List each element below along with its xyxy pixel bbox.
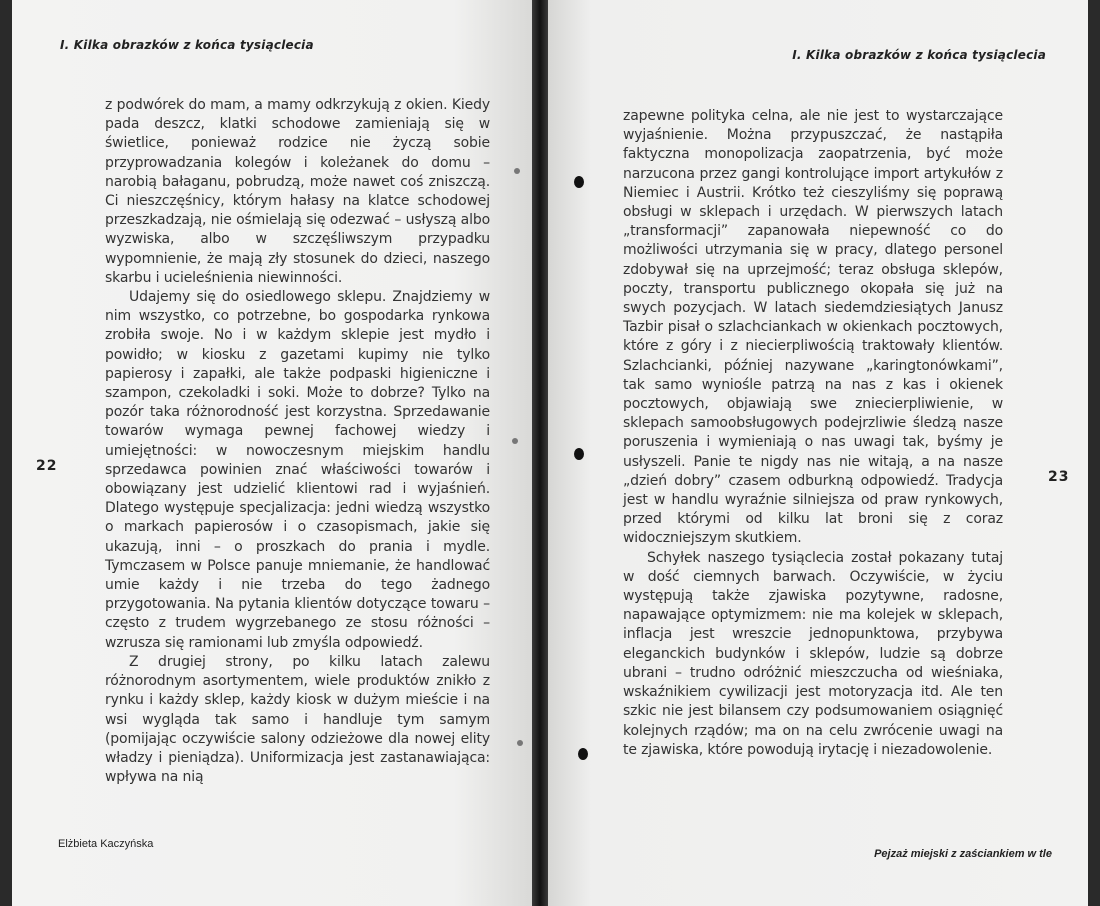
punch-mark <box>512 438 518 444</box>
footer-right: Pejzaż miejski z zaściankiem w tle <box>874 848 1052 860</box>
body-text-right <box>623 107 1003 760</box>
book-gutter <box>532 0 548 906</box>
page-number-right: 23 <box>1048 469 1070 485</box>
punch-hole <box>574 448 584 460</box>
paragraph: Z drugiej strony, po kilku latach zalewu różnorodnym asortymentem, wiele produktów znikło z rynku i każdy sklep, każdy kiosk w dużym mieście i na wsi wygląda tak samo i handluje tym samym (pomijając oczywiście salony odzieżowe dla nowej elity władzy i pieniądza). Uniformizacja jest zastanawiająca: wpływa na nią <box>105 653 490 786</box>
right-page <box>548 0 1088 906</box>
left-page <box>12 0 532 906</box>
running-head-right: I. Kilka obrazków z końca tysiąclecia <box>792 48 1046 62</box>
footer-left: Elżbieta Kaczyńska <box>58 838 154 850</box>
paragraph: z podwórek do mam, a mamy odkrzykują z okien. Kiedy pada deszcz, klatki schodowe zamieniają się w świetlice, ponieważ rodzice nie życzą sobie przyprowadzania kolegów i koleżanek do domu – narobią bałaganu, pobrudzą, może nawet coś zniszczą. Ci nieszczęśnicy, którym hałasy na klatce schodowej przeszkadzają, nie ośmielają się odezwać – usłyszą albo wyzwiska, albo w szczęśliwszym przypadku wypomnienie, że mają zły stosunek do dzieci, naszego skarbu i ucieleśnienia niewinności. <box>105 97 490 286</box>
punch-hole <box>574 176 584 188</box>
punch-mark <box>514 168 520 174</box>
paragraph: Schyłek naszego tysiąclecia został pokazany tutaj w dość ciemnych barwach. Oczywiście, w życiu występują także zjawiska pozytywne, radosne, napawające optymizmem: nie ma kolejek w sklepach, inflacja jest wreszcie jednopunktowa, przybywa eleganckich budynków i sklepów, ludzie są dobrze ubrani – trudno odróżnić mieszczucha od wieśniaka, wskaźnikiem cywilizacji jest motoryzacja itd. Ale ten szkic nie jest bilansem czy podsumowaniem osiągnięć kolejnych rządów; ma on na celu zwrócenie uwagi na te zjawiska, które powodują irytację i niezadowolenie. <box>623 549 1003 758</box>
running-head-left: I. Kilka obrazków z końca tysiąclecia <box>60 38 314 52</box>
paragraph: Udajemy się do osiedlowego sklepu. Znajdziemy w nim wszystko, co potrzebne, bo gospodarka rynkowa zrobiła swoje. No i w każdym sklepie jest mydło i powidło; w kiosku z gazetami kupimy nie tylko papierosy i zapałki, ale także podpaski higieniczne i szampon, czekoladki i soki. Może to dobrze? Tylko na pozór taka różnorodność jest korzystna. Sprzedawanie towarów wymaga pewnej fachowej wiedzy i umiejętności: w nowoczesnym miejskim handlu sprzedawca powinien znać właściwości towarów i obowiązany jest udzielić klientowi rad i wyjaśnień. Dlatego występuje specjalizacja: jedni wiedzą wszystko o markach papierosów i o czasopismach, jakie się ukazują, inni – o proszkach do prania i mydle. Tymczasem w Polsce panuje mniemanie, że handlować umie każdy i nie trzeba do tego żadnego przygotowania. Na pytania klientów dotyczące towaru – często z trudem wygrzebanego ze stosu różności – wzrusza się ramionami lub zmyśla odpowiedź. <box>105 289 490 651</box>
punch-mark <box>517 740 523 746</box>
paragraph: zapewne polityka celna, ale nie jest to wystarczające wyjaśnienie. Można przypuszczać, że nastąpiła faktyczna monopolizacja zaopatrzenia, być może narzucona przez gangi kontrolujące import artykułów z Niemiec i Austrii. Krótko też cieszyliśmy się poprawą obsługi w sklepach i urzędach. W pierwszych latach „transformacji” zapanowała niepewność co do możliwości utrzymania się w pracy, dlatego personel zdobywał się na uprzejmość; teraz obsługa sklepów, poczty, transportu publicznego okopała się już na swych pozycjach. W latach siedemdziesiątych Janusz Tazbir pisał o szlachciankach w okienkach pocztowych, które z góry i z niecierpliwością traktowały klientów. Szlachcianki, później nazywane „karingtonówkami”, tak samo wyniośle patrzą na nas z kas i okienek pocztowych, objawiają swe zniecierpliwienie, w sklepach samoobsługowych podejrzliwie śledzą nasze poruszenia i wymieniają o nas uwagi tak, byśmy je usłyszeli. Panie te nigdy nas nie witają, a na nasze „dzień dobry” czasem odburkną odpowiedź. Tradycja jest w handlu wyraźnie silniejsza od praw rynkowych, przed którymi od kilku lat broni się z coraz widoczniejszym skutkiem. <box>623 108 1003 547</box>
page-number-left: 22 <box>36 458 58 474</box>
body-text-left <box>105 96 490 787</box>
punch-hole <box>578 748 588 760</box>
